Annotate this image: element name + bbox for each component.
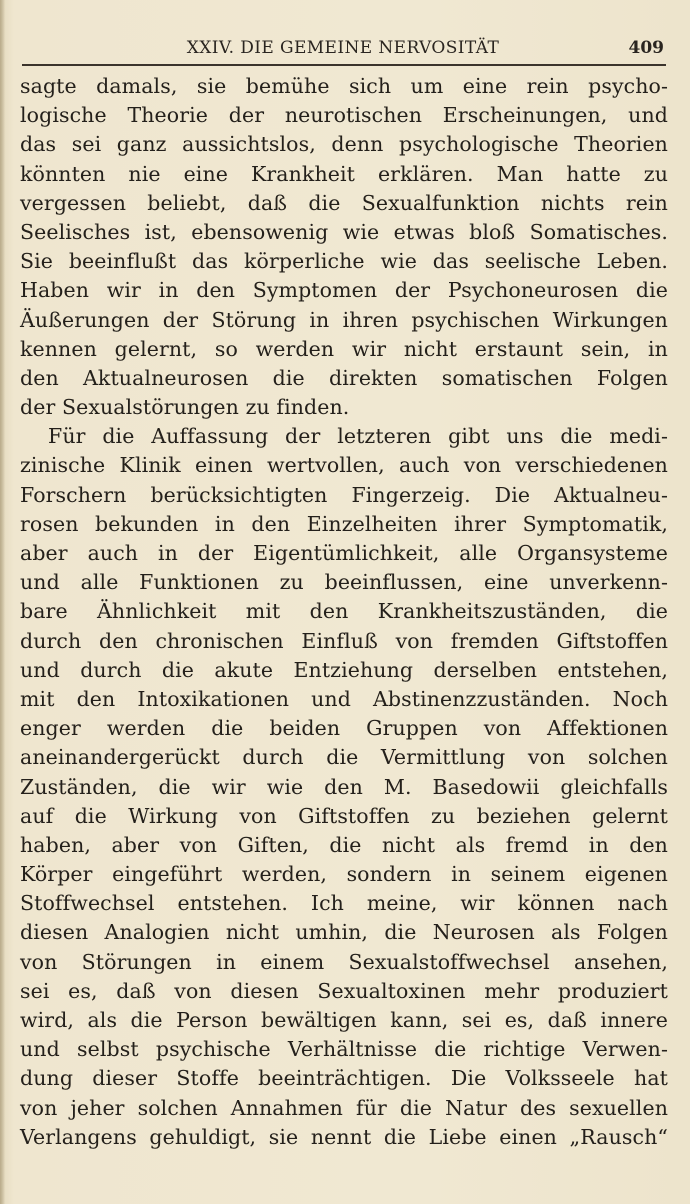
text-line: Haben wir in den Symptomen der Psychoneurosen die: [20, 278, 668, 303]
text-line: vergessen beliebt, daß die Sexualfunktion nichts rein: [20, 190, 668, 215]
paragraph-2: [20, 422, 668, 1152]
text-line: kennen gelernt, so werden wir nicht erstaunt sein, in: [20, 336, 668, 361]
text-line: Körper eingeführt werden, sondern in seinem eigenen: [20, 862, 668, 887]
running-header: [22, 36, 664, 66]
text-line: und selbst psychische Verhältnisse die richtige Verwen-: [20, 1037, 668, 1062]
text-line: durch den chronischen Einfluß von fremden Giftstoffen: [20, 628, 668, 653]
text-line: Forschern berücksichtigten Fingerzeig. Die Aktualneu-: [20, 482, 668, 507]
text-line: von Störungen in einem Sexualstoffwechsel ansehen,: [20, 949, 668, 974]
text-line: mit den Intoxikationen und Abstinenzzuständen. Noch: [20, 686, 668, 711]
text-line: von jeher solchen Annahmen für die Natur des sexuellen: [20, 1095, 668, 1120]
page-gutter-shadow: [0, 0, 5, 1204]
text-line: der Sexualstörungen zu finden.: [20, 395, 350, 420]
text-line: auf die Wirkung von Giftstoffen zu beziehen gelernt: [20, 803, 668, 828]
text-line: bare Ähnlichkeit mit den Krankheitszuständen, die: [20, 599, 668, 624]
text-line: rosen bekunden in den Einzelheiten ihrer Symptomatik,: [20, 511, 668, 536]
paragraph-1: [20, 72, 668, 422]
text-line: Sie beeinflußt das körperliche wie das seelische Leben.: [20, 249, 668, 274]
text-line: den Aktualneurosen die direkten somatischen Folgen: [20, 365, 668, 390]
text-line: aneinandergerückt durch die Vermittlung von solchen: [20, 745, 668, 770]
text-line: zinische Klinik einen wertvollen, auch von verschiedenen: [20, 453, 668, 478]
text-line: dung dieser Stoffe beeinträchtigen. Die Volksseele hat: [20, 1066, 668, 1091]
header-rule: [22, 64, 666, 66]
text-line: Stoffwechsel entstehen. Ich meine, wir können nach: [20, 891, 668, 916]
text-line: Für die Auffassung der letzteren gibt uns die medi-: [48, 424, 668, 449]
text-line: logische Theorie der neurotischen Erscheinungen, und: [20, 103, 668, 128]
text-line: diesen Analogien nicht umhin, die Neurosen als Folgen: [20, 920, 668, 945]
text-line: und alle Funktionen zu beeinflussen, eine unverkenn-: [20, 570, 668, 595]
text-line: das sei ganz aussichtslos, denn psychologische Theorien: [20, 132, 668, 157]
text-line: könnten nie eine Krankheit erklären. Man hatte zu: [20, 161, 668, 186]
text-line: haben, aber von Giften, die nicht als fremd in den: [20, 832, 668, 857]
text-line: aber auch in der Eigentümlichkeit, alle Organsysteme: [20, 541, 668, 565]
text-line: Zuständen, die wir wie den M. Basedowii gleichfalls: [20, 774, 668, 799]
chapter-title: XXIV. DIE GEMEINE NERVOSITÄT: [186, 38, 500, 58]
page-number: 409: [628, 38, 664, 58]
text-line: wird, als die Person bewältigen kann, sei es, daß innere: [20, 1008, 668, 1032]
text-line: sei es, daß von diesen Sexualtoxinen mehr produziert: [20, 978, 668, 1003]
text-line: Äußerungen der Störung in ihren psychischen Wirkungen: [20, 307, 668, 332]
text-line: und durch die akute Entziehung derselben entstehen,: [20, 657, 668, 682]
body-text: [20, 72, 668, 1152]
text-line: Verlangens gehuldigt, sie nennt die Liebe einen „Rausch“: [20, 1124, 668, 1149]
text-line: sagte damals, sie bemühe sich um eine rein psycho-: [20, 74, 668, 98]
text-line: Seelisches ist, ebensowenig wie etwas bloß Somatisches.: [20, 219, 668, 244]
text-line: enger werden die beiden Gruppen von Affektionen: [20, 716, 668, 741]
